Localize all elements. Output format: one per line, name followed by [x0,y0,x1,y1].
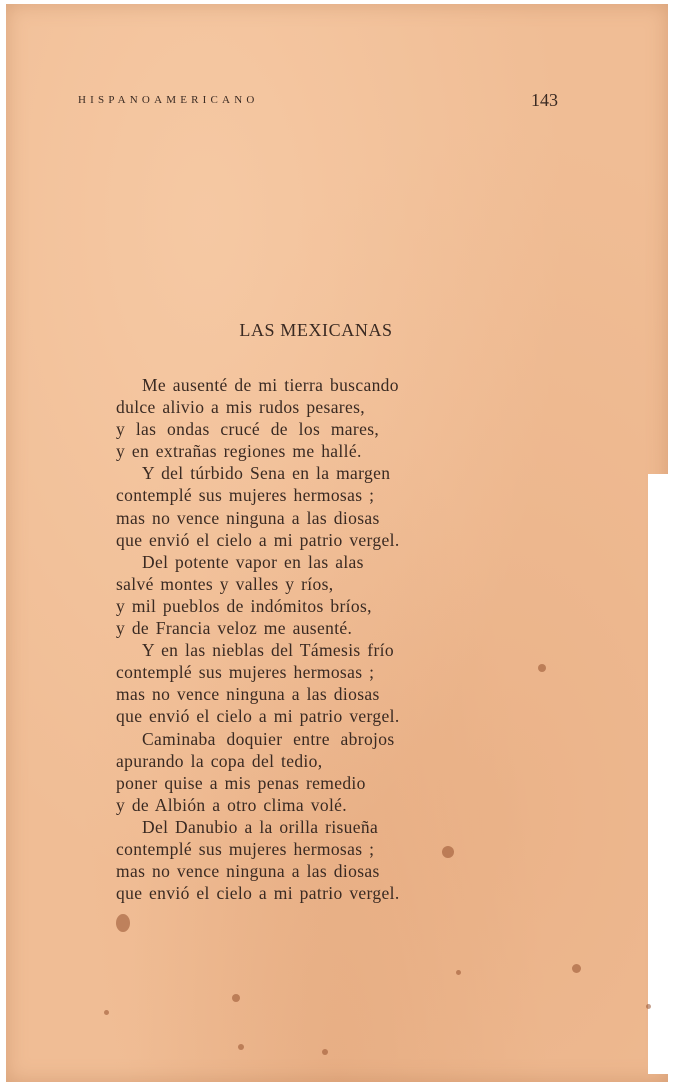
foxing-spot [442,846,454,858]
verse-line: y de Albión a otro clima volé. [116,794,347,815]
verse-line: contemplé sus mujeres hermosas ; [116,662,375,683]
verse-line: contemplé sus mujeres hermosas ; [116,485,375,506]
verse-line: Del Danubio a la orilla risueña [142,816,379,837]
verse-line: Y en las nieblas del Támesis frío [142,640,394,661]
verse-line: que envió el cielo a mi patrio vergel. [116,529,400,550]
verse-line: y de Francia veloz me ausenté. [116,618,353,639]
verse-line: contemplé sus mujeres hermosas ; [116,838,375,859]
verse-line: mas no vence ninguna a las diosas [116,507,380,528]
foxing-spot [116,914,130,932]
poem-body [116,374,496,904]
verse-line: mas no vence ninguna a las diosas [116,684,380,705]
foxing-spot [456,970,461,975]
verse-line: mas no vence ninguna a las diosas [116,861,380,882]
torn-edge [648,474,668,1074]
foxing-spot [104,1010,109,1015]
verse-line: apurando la copa del tedio, [116,750,323,771]
verse-line: poner quise a mis penas remedio [116,772,366,793]
foxing-spot [646,1004,651,1009]
verse-line: dulce alivio a mis rudos pesares, [116,397,365,418]
foxing-spot [322,1049,328,1055]
verse-line: que envió el cielo a mi patrio vergel. [116,706,400,727]
foxing-spot [538,664,546,672]
verse-line: que envió el cielo a mi patrio vergel. [116,883,400,904]
verse-line: salvé montes y valles y ríos, [116,573,334,594]
foxing-spot [238,1044,244,1050]
verse-line: Del potente vapor en las alas [142,551,364,572]
poem-title: LAS MEXICANAS [239,320,393,340]
verse-line: y en extrañas regiones me hallé. [116,441,362,462]
verse-line: y mil pueblos de indómitos bríos, [116,595,372,616]
page-number: 143 [531,90,558,110]
verse-line: y las ondas crucé de los mares, [116,419,380,440]
book-page [6,4,668,1082]
page-header [78,90,558,112]
verse-line: Me ausenté de mi tierra buscando [142,375,399,395]
foxing-spot [232,994,240,1002]
foxing-spot [572,964,581,973]
verse-line: Y del túrbido Sena en la margen [142,463,391,484]
running-head: HISPANOAMERICANO [78,94,259,106]
verse-line: Caminaba doquier entre abrojos [142,728,395,749]
